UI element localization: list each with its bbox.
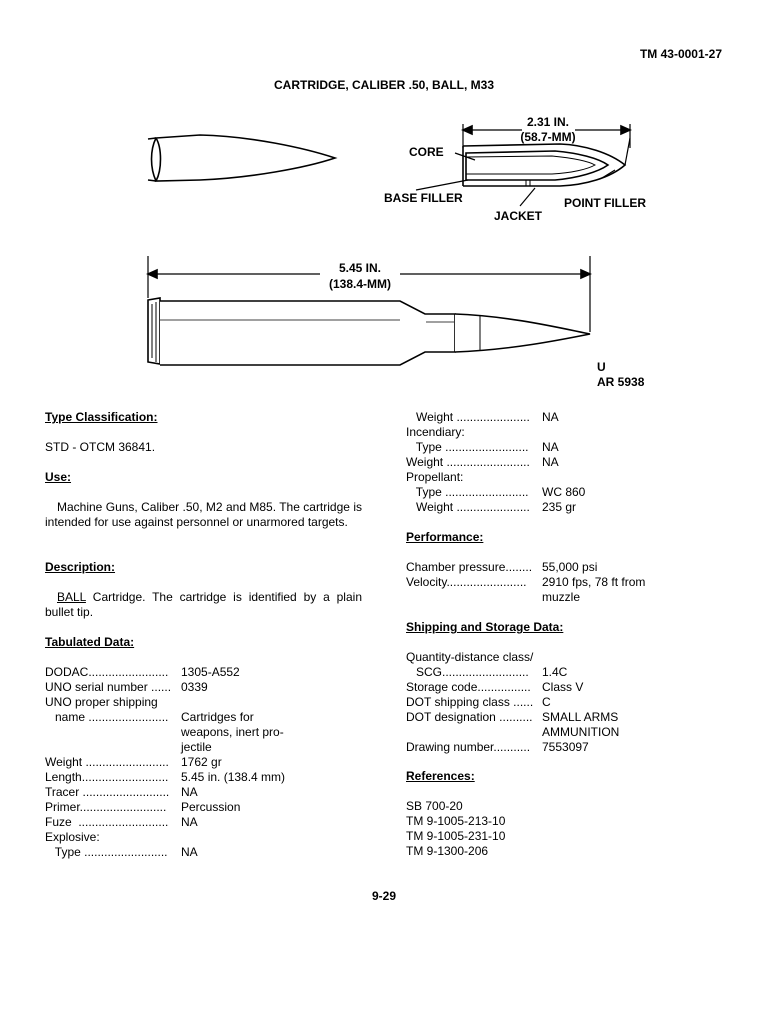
cartridge-outline xyxy=(148,298,590,365)
row-value: 1305-A552 xyxy=(181,665,240,679)
ref-code-number: AR 5938 xyxy=(597,375,645,389)
references-heading: References: xyxy=(406,769,475,783)
row-value: C xyxy=(542,695,551,709)
description-text xyxy=(45,590,362,620)
row-label: Fuze ........................... xyxy=(45,815,169,829)
row-label: UNO proper shipping xyxy=(45,695,158,709)
row-value: jectile xyxy=(181,740,212,754)
row-value: AMMUNITION xyxy=(542,725,620,739)
row-value: 1762 gr xyxy=(181,755,222,769)
type-classification-heading: Type Classification: xyxy=(45,410,158,424)
dim-cartridge-inches: 5.45 IN. xyxy=(338,261,382,275)
row-label: Weight ......................... xyxy=(45,755,169,769)
row-label: UNO serial number ...... xyxy=(45,680,172,694)
row-value: 0339 xyxy=(181,680,208,694)
row-label: DOT designation .......... xyxy=(406,710,533,724)
row-value: weapons, inert pro- xyxy=(181,725,284,739)
ref-code-u: U xyxy=(597,360,606,374)
ball-term: BALL xyxy=(57,590,86,604)
row-label: Type ......................... xyxy=(406,440,529,454)
row-label: name ........................ xyxy=(45,710,169,724)
reference-item: TM 9-1005-231-10 xyxy=(406,829,506,843)
row-label: Storage code................ xyxy=(406,680,531,694)
row-label: Weight ...................... xyxy=(406,500,530,514)
description-heading: Description: xyxy=(45,560,116,574)
shipping-heading: Shipping and Storage Data: xyxy=(406,620,564,634)
row-value: 55,000 psi xyxy=(542,560,598,574)
row-value: 7553097 xyxy=(542,740,589,754)
label-point-filler: POINT FILLER xyxy=(564,196,646,210)
tabulated-data-heading: Tabulated Data: xyxy=(45,635,135,649)
row-value: Cartridges for xyxy=(181,710,254,724)
label-core: CORE xyxy=(409,145,444,159)
row-value: 2910 fps, 78 ft from xyxy=(542,575,646,589)
page-number: 9-29 xyxy=(371,889,397,903)
row-label: Propellant: xyxy=(406,470,464,484)
tm-number: TM 43-0001-27 xyxy=(639,47,722,61)
row-value: SMALL ARMS xyxy=(542,710,619,724)
performance-heading: Performance: xyxy=(406,530,484,544)
row-label: Weight ......................... xyxy=(406,455,530,469)
cartridge-figure xyxy=(130,108,660,393)
row-value: NA xyxy=(181,815,198,829)
row-value: NA xyxy=(542,440,559,454)
row-label: DODAC........................ xyxy=(45,665,169,679)
dim-cartridge-mm: (138.4-MM) xyxy=(328,277,392,291)
bullet-outline xyxy=(148,135,335,181)
row-label: Incendiary: xyxy=(406,425,465,439)
page-title: CARTRIDGE, CALIBER .50, BALL, M33 xyxy=(273,78,495,92)
row-value: Class V xyxy=(542,680,584,694)
row-label: Type ......................... xyxy=(45,845,168,859)
row-value: WC 860 xyxy=(542,485,586,499)
label-base-filler: BASE FILLER xyxy=(384,191,463,205)
type-classification-text: STD - OTCM 36841. xyxy=(45,440,156,454)
row-label: Quantity-distance class/ xyxy=(406,650,534,664)
row-label: Tracer .......................... xyxy=(45,785,170,799)
row-label: Drawing number........... xyxy=(406,740,531,754)
row-value: muzzle xyxy=(542,590,581,604)
row-label: DOT shipping class ...... xyxy=(406,695,534,709)
dim-bullet-inches: 2.31 IN. xyxy=(526,115,570,129)
row-label: Weight ...................... xyxy=(406,410,530,424)
row-value: 1.4C xyxy=(542,665,568,679)
row-label: SCG.......................... xyxy=(406,665,529,679)
row-value: 235 gr xyxy=(542,500,577,514)
row-label: Type ......................... xyxy=(406,485,529,499)
row-value: Percussion xyxy=(181,800,241,814)
use-heading: Use: xyxy=(45,470,72,484)
row-label: Explosive: xyxy=(45,830,100,844)
row-value: NA xyxy=(542,455,559,469)
row-value: NA xyxy=(181,785,198,799)
row-label: Primer.......................... xyxy=(45,800,167,814)
dim-bullet-mm: (58.7-MM) xyxy=(520,130,576,144)
row-value: NA xyxy=(542,410,559,424)
row-label: Chamber pressure........ xyxy=(406,560,533,574)
description-body: Cartridge. The cartridge is identified by a plain bullet tip. xyxy=(45,590,362,619)
reference-item: SB 700-20 xyxy=(406,799,463,813)
use-text: Machine Guns, Caliber .50, M2 and M85. The cartridge is intended for use against personnel or unarmored targets. xyxy=(45,500,362,529)
label-jacket: JACKET xyxy=(494,209,543,223)
row-value: 5.45 in. (138.4 mm) xyxy=(181,770,286,784)
reference-item: TM 9-1300-206 xyxy=(406,844,489,858)
reference-item: TM 9-1005-213-10 xyxy=(406,814,506,828)
row-label: Length.......................... xyxy=(45,770,169,784)
row-label: Velocity........................ xyxy=(406,575,527,589)
row-value: NA xyxy=(181,845,198,859)
